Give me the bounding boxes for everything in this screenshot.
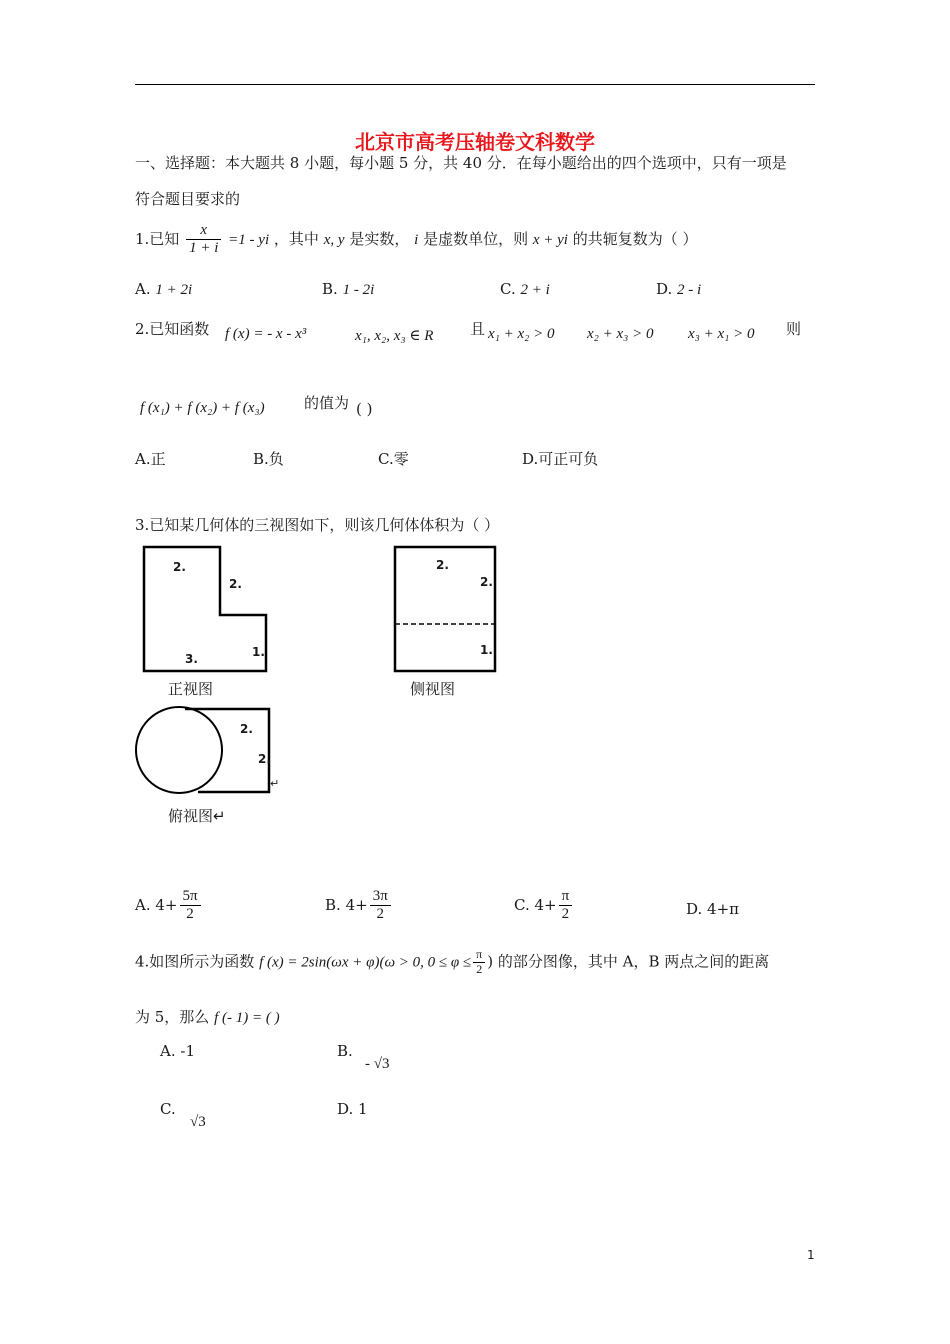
q2-label: 2.已知函数 (135, 320, 210, 338)
q2-vars: x₁, x₂, x₃ ∈ R (355, 328, 434, 344)
front-view-caption: 正视图 (168, 680, 214, 698)
q3-option-c[interactable]: C. 4+ $\frac{\pi}{2}$ (514, 888, 574, 924)
page-number: 1 (807, 1248, 815, 1262)
q3-option-a[interactable]: A. 4+ $\frac{5\pi}{2}$ (135, 888, 203, 924)
q4-option-c-value: √3 (190, 1114, 206, 1130)
header-rule (135, 84, 815, 85)
q2-cond-1: x₁ + x₂ > 0 (488, 326, 555, 342)
q2-sum: f (x₁) + f (x₂) + f (x₃) (140, 400, 265, 416)
top-view-outline (185, 709, 269, 792)
top-view-caption: 俯视图↵ (168, 807, 226, 825)
question-4-line2: 为 5，那么 f (- 1) = ( ) (135, 1008, 280, 1026)
q1-number: 1.已知 (135, 229, 180, 248)
question-1: 1.已知 $\frac{x}{1 + i}$ =1 - yi ，其中 x, y 是实数， i 是虚数单位，则 x + yi 的共轭复数为（ ） (135, 222, 698, 257)
q1-equation: =1 - yi (228, 231, 270, 248)
page-title: 北京市高考压轴卷文科数学 (355, 130, 595, 154)
q2-cond-3: x₃ + x₁ > 0 (688, 326, 755, 342)
front-view-outline (144, 547, 266, 671)
q1-option-d[interactable]: D. 2 - i (656, 280, 702, 298)
q1-option-b[interactable]: B. 1 - 2i (322, 280, 375, 298)
q4-option-b-value: - √3 (365, 1056, 390, 1072)
top-view-figure (130, 700, 290, 800)
section-intro-line2: 符合题目要求的 (135, 190, 241, 208)
q4-option-c-label[interactable]: C. (160, 1100, 176, 1118)
q2-cond-2: x₂ + x₃ > 0 (587, 326, 654, 342)
question-4: 4.如图所示为函数 f (x) = 2sin(ωx + φ)(ω > 0, 0 ≤ φ ≤ $\frac{\pi}{2}$ ) 的部分图像，其中 A，B 两点之间的距离 (135, 947, 770, 976)
side-view-caption: 侧视图 (410, 680, 456, 698)
question-3: 3.已知某几何体的三视图如下，则该几何体体积为（ ） (135, 516, 500, 534)
q4-option-d[interactable]: D. 1 (337, 1100, 368, 1118)
front-view-figure (130, 540, 280, 680)
q2-function: f (x) = - x - x³ (225, 326, 307, 342)
top-view-circle (136, 707, 222, 793)
q1-option-c[interactable]: C. 2 + i (500, 280, 550, 298)
q2-option-c[interactable]: C.零 (378, 450, 409, 468)
q1-option-a[interactable]: A. 1 + 2i (135, 280, 193, 298)
q1-fraction: $\frac{x}{1 + i}$ (186, 222, 221, 258)
q3-option-d[interactable]: D. 4+π (686, 900, 740, 918)
q3-option-b[interactable]: B. 4+ $\frac{3\pi}{2}$ (325, 888, 393, 924)
q2-option-b[interactable]: B.负 (253, 450, 284, 468)
q4-option-b-label[interactable]: B. (337, 1042, 353, 1060)
q2-option-a[interactable]: A.正 (135, 450, 166, 468)
section-intro-line1: 一、选择题：本大题共 8 小题，每小题 5 分，共 40 分．在每小题给出的四个选项中，只有一项是 (135, 154, 787, 172)
q2-option-d[interactable]: D.可正可负 (522, 450, 599, 468)
q4-option-a[interactable]: A. -1 (160, 1042, 196, 1060)
